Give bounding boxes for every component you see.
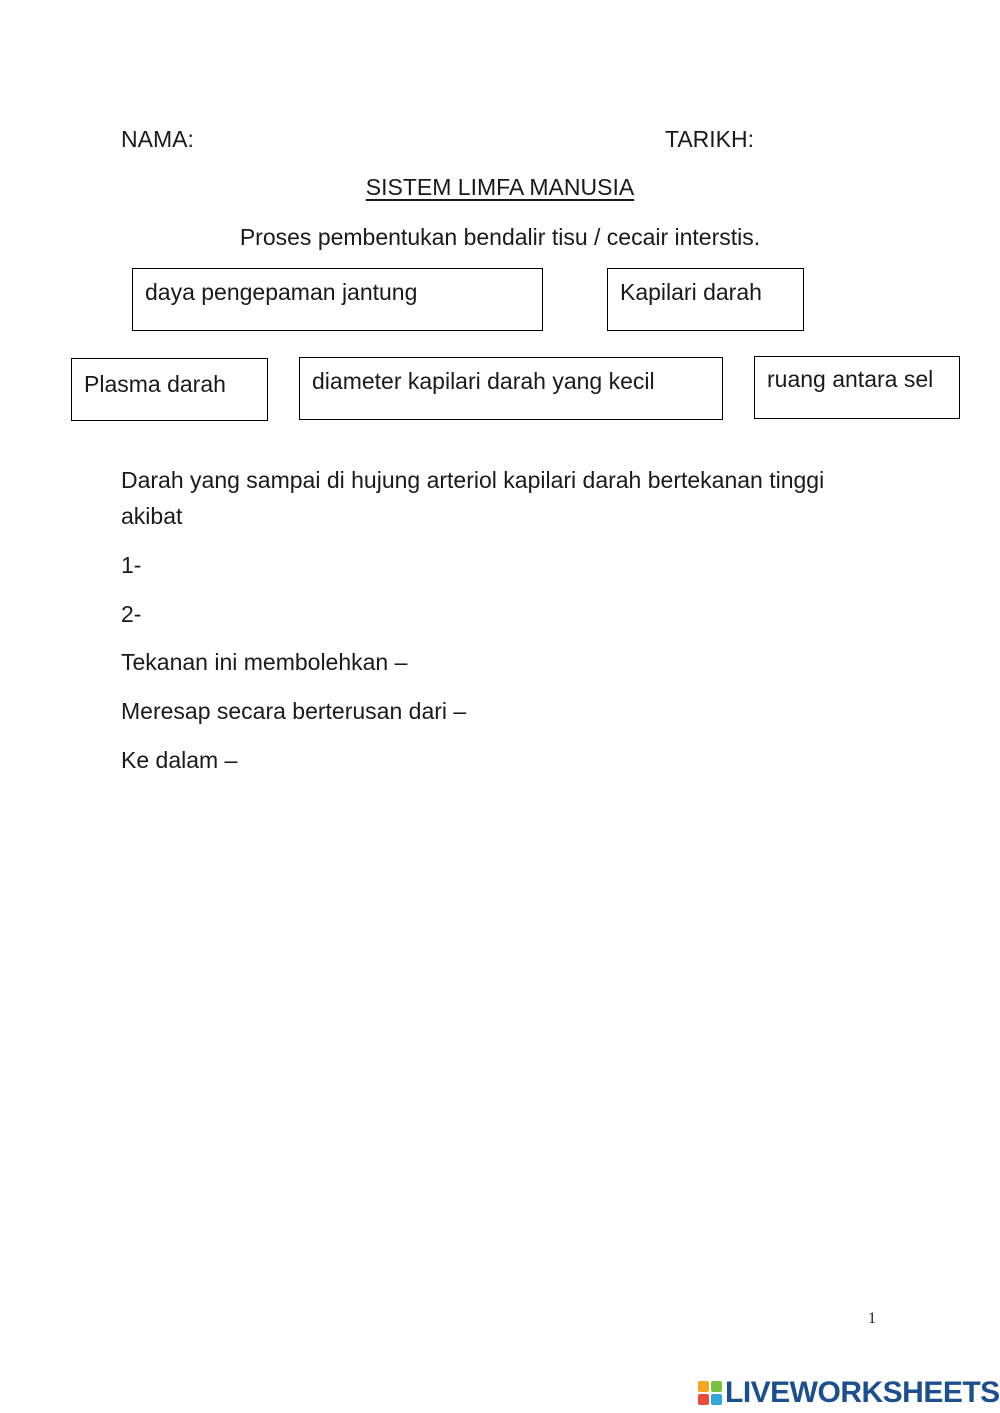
answer-box-plasma-darah[interactable]: Plasma darah xyxy=(71,358,268,421)
answer-box-kapilari-darah[interactable]: Kapilari darah xyxy=(607,268,804,331)
section-subtitle: Proses pembentukan bendalir tisu / cecair interstis. xyxy=(239,224,761,250)
intro-text-line2: akibat xyxy=(121,503,183,529)
worksheet-title: SISTEM LIMFA MANUSIA xyxy=(365,174,635,200)
answer-box-ruang-antara-sel[interactable]: ruang antara sel xyxy=(754,356,960,419)
answer-box-daya-pengepaman-jantung[interactable]: daya pengepaman jantung xyxy=(132,268,543,331)
tekanan-prompt: Tekanan ini membolehkan – xyxy=(121,649,408,675)
date-label: TARIKH: xyxy=(665,126,755,152)
answer-box-diameter-kapilari[interactable]: diameter kapilari darah yang kecil xyxy=(299,357,723,420)
liveworksheets-mark-icon xyxy=(698,1381,722,1405)
answer-item-1-label: 1- xyxy=(121,552,142,578)
page-number: 1 xyxy=(868,1310,876,1327)
answer-item-2-label: 2- xyxy=(121,601,142,627)
intro-text-line1: Darah yang sampai di hujung arteriol kapilari darah bertekanan tinggi xyxy=(121,467,825,493)
liveworksheets-logo xyxy=(698,1378,1000,1408)
name-label: NAMA: xyxy=(121,126,194,152)
ke-dalam-prompt: Ke dalam – xyxy=(121,747,238,773)
liveworksheets-wordmark: LIVEWORKSHEETS xyxy=(725,1376,1000,1409)
meresap-prompt: Meresap secara berterusan dari – xyxy=(121,698,467,724)
